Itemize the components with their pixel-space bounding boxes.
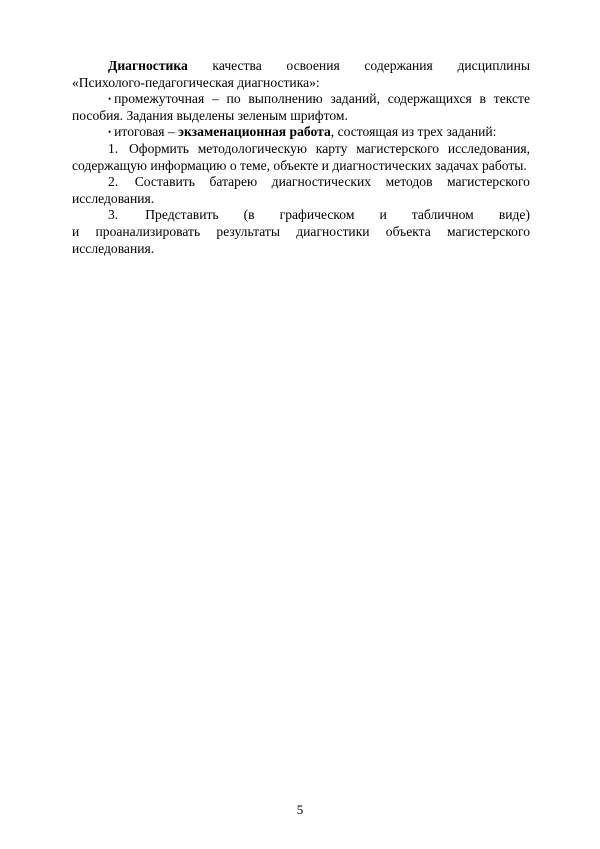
bullet-icon: • bbox=[108, 127, 112, 138]
intro-text-line1: качества освоения содержания дисциплины bbox=[187, 58, 530, 73]
task-item-1 bbox=[72, 141, 530, 174]
task-text-line1: Представить (в графическом и табличном виде) bbox=[145, 207, 530, 223]
bullet-icon: • bbox=[108, 94, 112, 105]
page-number: 5 bbox=[296, 802, 304, 817]
task-text-line2: и проанализировать результаты диагностики объекта магистерского исследования. bbox=[72, 223, 530, 256]
intro-term: Диагностика bbox=[108, 58, 188, 73]
task-text: Оформить методологическую карту магистерского исследования, содержащую информацию о теме, объекте и диагностических задачах работы. bbox=[72, 140, 530, 173]
page-body bbox=[72, 58, 530, 257]
bullet-item-intermediate bbox=[72, 91, 530, 124]
task-item-3-cont bbox=[72, 224, 530, 257]
intro-text-line2: «Психолого-педагогическая диагностика»: bbox=[72, 74, 320, 90]
task-text: Составить батарею диагностических методов магистерского исследования. bbox=[72, 174, 530, 206]
bullet-lead: итоговая – bbox=[114, 124, 179, 140]
intro-paragraph-cont bbox=[72, 75, 530, 92]
bullet-item-final bbox=[72, 124, 530, 141]
task-number: 3. bbox=[108, 207, 119, 223]
task-number: 2. bbox=[108, 174, 119, 190]
bullet-text: – по выполнению заданий, содержащихся в тексте пособия. Задания выделены зеленым шрифтом. bbox=[72, 91, 530, 123]
task-item-2 bbox=[72, 174, 530, 207]
intro-paragraph bbox=[72, 58, 530, 75]
bullet-emphasis: экзаменационная работа bbox=[178, 124, 331, 140]
bullet-text: , состоящая из трех заданий: bbox=[330, 124, 497, 140]
task-number: 1. bbox=[108, 140, 119, 156]
task-item-3 bbox=[72, 207, 530, 224]
bullet-lead: промежуточная bbox=[114, 91, 205, 107]
